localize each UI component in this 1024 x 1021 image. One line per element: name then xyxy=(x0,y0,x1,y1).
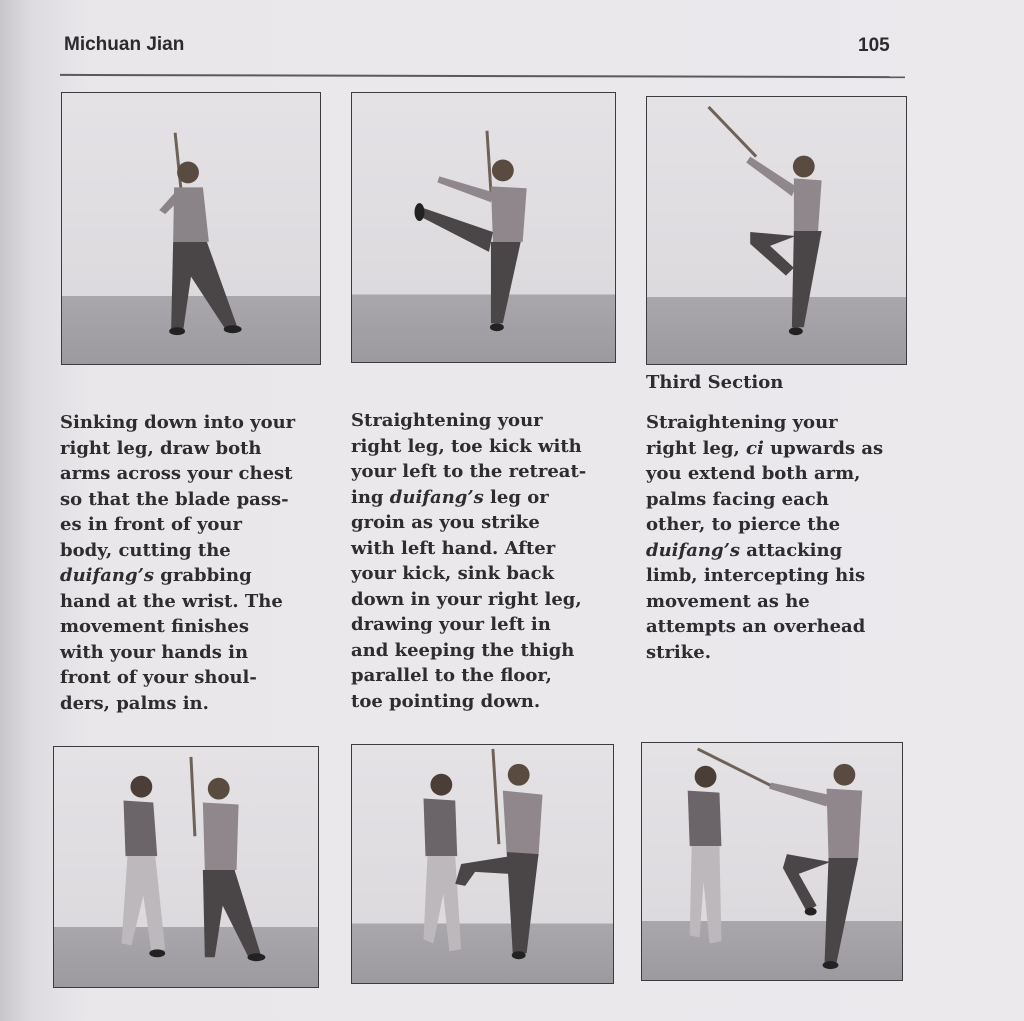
caption-line xyxy=(351,434,586,460)
caption-line xyxy=(351,510,586,536)
caption-text: other, to pierce the xyxy=(646,514,841,535)
caption-text: right leg, xyxy=(646,437,746,459)
caption-text: leg or xyxy=(483,486,549,508)
caption-line xyxy=(646,563,883,589)
photo-pierce-upwards xyxy=(646,96,907,365)
caption-text: arms across your chest xyxy=(60,463,293,484)
caption-line xyxy=(351,408,586,434)
caption-line xyxy=(351,485,586,511)
photo-partner-sinking xyxy=(53,746,319,988)
caption-text: movement as he xyxy=(646,590,810,612)
caption-line xyxy=(60,410,295,436)
caption-text: with your hands in xyxy=(60,641,249,663)
caption-text: you extend both arm, xyxy=(646,463,861,484)
caption-line xyxy=(646,538,883,564)
caption-text: right leg, draw both xyxy=(60,437,262,459)
caption-column-3 xyxy=(646,410,883,665)
caption-text: parallel to the floor, xyxy=(351,665,552,686)
caption-text: ing xyxy=(351,486,390,508)
caption-italic-term: duifang’s xyxy=(646,539,740,561)
section-label: Third Section xyxy=(646,372,784,393)
page-number: 105 xyxy=(858,35,890,56)
caption-text: your kick, sink back xyxy=(351,563,555,584)
caption-line xyxy=(351,612,586,638)
photo-toe-kick xyxy=(351,92,616,363)
caption-line xyxy=(646,640,883,666)
caption-text: so that the blade pass- xyxy=(60,488,289,510)
caption-text: groin as you strike xyxy=(351,512,540,533)
caption-text: and keeping the thigh xyxy=(351,639,575,661)
running-head-title: Michuan Jian xyxy=(64,34,185,55)
caption-line xyxy=(646,487,883,513)
caption-text: attempts an overhead xyxy=(646,616,866,637)
caption-text: Straightening your xyxy=(351,410,543,431)
caption-line xyxy=(60,691,295,717)
caption-text: limb, intercepting his xyxy=(646,565,866,586)
caption-line xyxy=(60,487,295,513)
caption-text: drawing your left in xyxy=(351,614,551,635)
caption-line xyxy=(646,512,883,538)
caption-line xyxy=(351,663,586,689)
caption-text: toe pointing down. xyxy=(351,690,541,712)
caption-text: Sinking down into your xyxy=(60,412,296,433)
caption-line xyxy=(60,614,295,640)
caption-column-2 xyxy=(351,408,586,714)
caption-line xyxy=(60,640,295,666)
caption-text: grabbing xyxy=(154,565,252,586)
caption-line xyxy=(646,461,883,487)
caption-line xyxy=(646,589,883,615)
caption-text: down in your right leg, xyxy=(351,588,582,610)
caption-line xyxy=(60,436,295,462)
caption-line xyxy=(60,512,295,538)
caption-text: Straightening your xyxy=(646,412,838,433)
caption-text: with left hand. After xyxy=(351,537,556,559)
caption-text: upwards as xyxy=(763,437,884,459)
caption-line xyxy=(646,410,883,436)
caption-line xyxy=(351,587,586,613)
caption-text: front of your shoul- xyxy=(60,667,257,688)
caption-text: movement finishes xyxy=(60,616,249,637)
caption-text: your left to the retreat- xyxy=(351,461,587,482)
caption-text: strike. xyxy=(646,641,711,663)
caption-column-1 xyxy=(60,410,295,716)
caption-text: attacking xyxy=(740,539,843,561)
caption-text: hand at the wrist. The xyxy=(60,590,283,612)
caption-line xyxy=(351,561,586,587)
caption-text: ders, palms in. xyxy=(60,692,209,714)
caption-italic-term: ci xyxy=(745,437,764,459)
caption-line xyxy=(646,436,883,462)
caption-line xyxy=(351,536,586,562)
photo-partner-kick xyxy=(351,744,614,984)
caption-line xyxy=(351,459,586,485)
caption-line xyxy=(60,563,295,589)
caption-line xyxy=(351,638,586,664)
header-rule xyxy=(60,74,905,78)
caption-text: palms facing each xyxy=(646,488,829,510)
photo-sinking-down xyxy=(61,92,321,365)
caption-italic-term: duifang’s xyxy=(389,486,484,508)
caption-line xyxy=(646,614,883,640)
caption-line xyxy=(60,589,295,615)
caption-line xyxy=(60,461,295,487)
caption-text: body, cutting the xyxy=(60,539,231,561)
caption-text: right leg, toe kick with xyxy=(351,435,582,457)
caption-italic-term: duifang’s xyxy=(60,565,154,586)
caption-line xyxy=(60,538,295,564)
photo-partner-pierce xyxy=(641,742,903,981)
caption-line xyxy=(60,665,295,691)
caption-line xyxy=(351,689,586,715)
caption-text: es in front of your xyxy=(60,514,242,535)
